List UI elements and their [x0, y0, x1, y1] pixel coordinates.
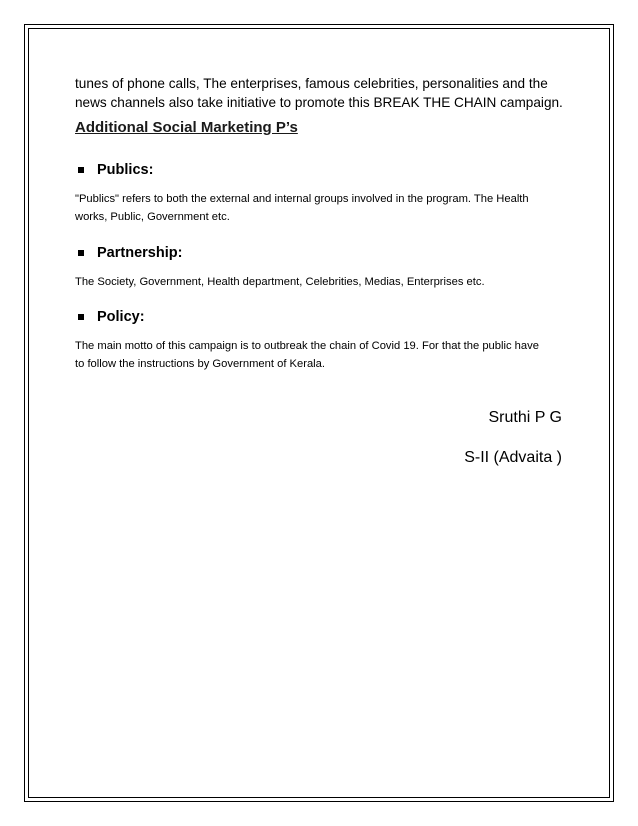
intro-line-2: news channels also take initiative to promote this BREAK THE CHAIN campaign. — [75, 95, 563, 110]
policy-heading — [75, 307, 565, 327]
section-title: Additional Social Marketing P’s — [75, 119, 298, 136]
publics-heading-label: Publics: — [97, 162, 154, 178]
publics-line-2: works, Public, Government etc. — [75, 211, 230, 223]
partnership-heading-label: Partnership: — [97, 245, 183, 261]
policy-text — [75, 337, 565, 373]
intro-line-1: tunes of phone calls, The enterprises, famous celebrities, personalities and the — [75, 76, 548, 91]
intro-paragraph — [75, 74, 565, 112]
partnership-text — [75, 273, 565, 291]
partnership-heading — [75, 243, 565, 263]
square-bullet-icon — [78, 314, 84, 320]
signature-name: Sruthi P G — [488, 409, 562, 426]
publics-line-1: "Publics" refers to both the external and internal groups involved in the program. The Health — [75, 193, 529, 205]
policy-line-2: to follow the instructions by Government of Kerala. — [75, 358, 325, 370]
publics-text — [75, 190, 565, 226]
policy-line-1: The main motto of this campaign is to outbreak the chain of Covid 19. For that the public have — [75, 340, 539, 352]
partnership-line-1: The Society, Government, Health department, Celebrities, Medias, Enterprises etc. — [75, 276, 485, 288]
publics-heading — [75, 160, 565, 180]
square-bullet-icon — [78, 167, 84, 173]
signature-class: S-II (Advaita ) — [464, 449, 562, 466]
document-body — [75, 74, 565, 373]
policy-heading-label: Policy: — [97, 309, 145, 325]
square-bullet-icon — [78, 250, 84, 256]
